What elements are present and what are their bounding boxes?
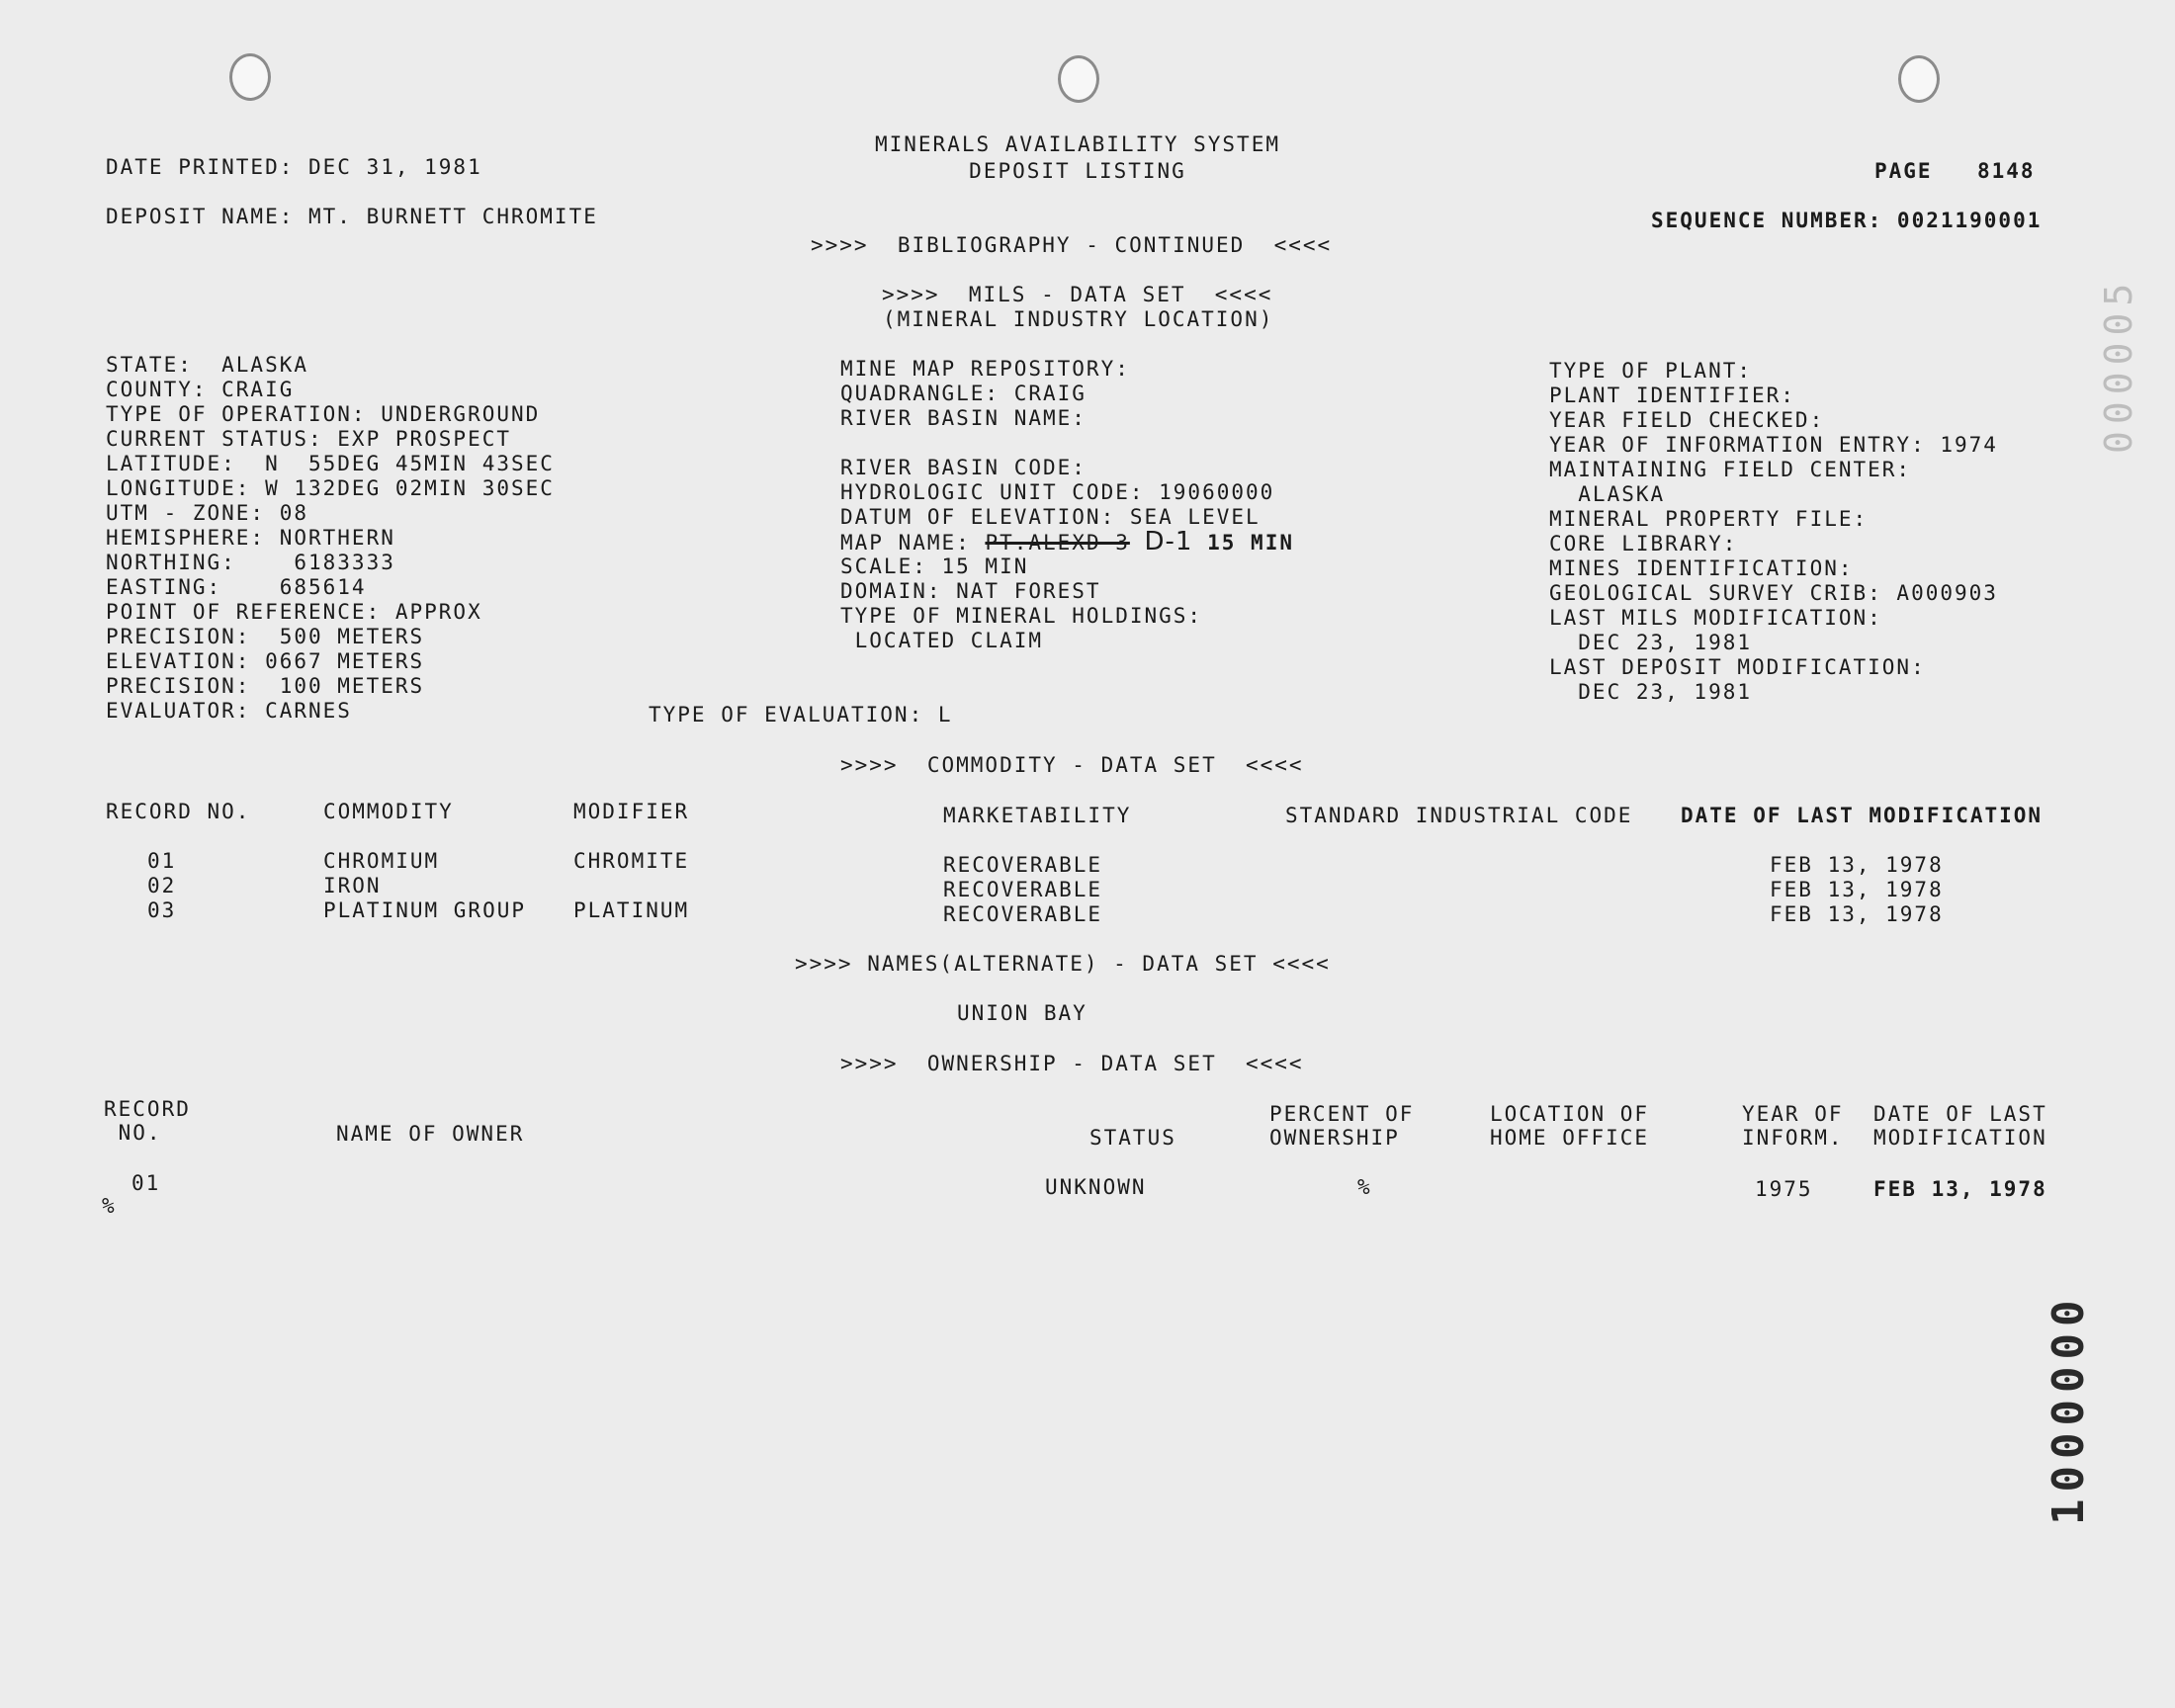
mils-right-line: MINES IDENTIFICATION:: [1549, 556, 1854, 580]
ownership-heading: >>>> OWNERSHIP - DATA SET <<<<: [840, 1052, 1304, 1075]
mils-left-line: POINT OF REFERENCE: APPROX: [106, 600, 482, 624]
mils-right-line: LAST MILS MODIFICATION:: [1549, 606, 1882, 630]
trailing-percent-mark: %: [102, 1194, 117, 1218]
ownership-year: 1975: [1755, 1177, 1813, 1201]
commodity-commodity: IRON: [323, 874, 382, 897]
commodity-modifier: CHROMITE: [573, 849, 690, 873]
mils-left-line: LONGITUDE: W 132DEG 02MIN 30SEC: [106, 476, 555, 500]
map-name-handwritten-correction: D-1: [1144, 527, 1193, 556]
mils-middle-line: DATUM OF ELEVATION: SEA LEVEL: [840, 505, 1261, 529]
bibliography-heading: >>>> BIBLIOGRAPHY - CONTINUED <<<<: [811, 233, 1333, 257]
mils-right-line: MAINTAINING FIELD CENTER:: [1549, 458, 1912, 481]
mils-location-fields: [106, 353, 555, 724]
ownership-col-status: STATUS: [1089, 1126, 1176, 1150]
map-name-scale: 15 MIN: [1192, 531, 1294, 555]
commodity-date: FEB 13, 1978: [1770, 902, 1944, 926]
ownership-col-location-2: HOME OFFICE: [1490, 1126, 1650, 1150]
commodity-marketability: RECOVERABLE: [943, 853, 1103, 877]
ownership-col-location: LOCATION OF: [1490, 1102, 1650, 1126]
punch-hole-right: [1898, 55, 1940, 103]
mils-map-fields: [840, 357, 1294, 653]
mils-right-line: TYPE OF PLANT:: [1549, 359, 1753, 383]
commodity-record: 01: [147, 849, 177, 873]
mils-middle-line: [840, 431, 1294, 456]
names-heading: >>>> NAMES(ALTERNATE) - DATA SET <<<<: [795, 952, 1331, 976]
commodity-col-marketability: MARKETABILITY: [943, 804, 1132, 827]
commodity-date: FEB 13, 1978: [1770, 878, 1944, 901]
mils-middle-line: LOCATED CLAIM: [840, 629, 1044, 652]
mils-left-line: LATITUDE: N 55DEG 45MIN 43SEC: [106, 452, 555, 475]
map-name-label: MAP NAME:: [840, 531, 986, 555]
mils-left-line: TYPE OF OPERATION: UNDERGROUND: [106, 402, 541, 426]
mils-right-line: GEOLOGICAL SURVEY CRIB: A000903: [1549, 581, 1998, 605]
punch-hole-left: [229, 53, 271, 101]
faint-frame-stamp: 000005: [2097, 276, 2140, 454]
mils-left-line: PRECISION: 500 METERS: [106, 625, 425, 648]
mils-subheading: (MINERAL INDUSTRY LOCATION): [883, 307, 1274, 331]
commodity-commodity: PLATINUM GROUP: [323, 898, 527, 922]
mils-admin-fields: [1549, 359, 1998, 705]
ownership-record: 01: [131, 1171, 161, 1195]
commodity-marketability: RECOVERABLE: [943, 878, 1103, 901]
commodity-col-record: RECORD NO.: [106, 800, 251, 823]
commodity-record: 02: [147, 874, 177, 897]
type-of-evaluation: TYPE OF EVALUATION: L: [649, 703, 953, 726]
commodity-col-commodity: COMMODITY: [323, 800, 454, 823]
mils-middle-line: SCALE: 15 MIN: [840, 555, 1029, 578]
mils-right-line: LAST DEPOSIT MODIFICATION:: [1549, 655, 1926, 679]
ownership-col-name: NAME OF OWNER: [336, 1122, 525, 1146]
commodity-col-sic: STANDARD INDUSTRIAL CODE: [1285, 804, 1633, 827]
mils-heading: >>>> MILS - DATA SET <<<<: [882, 283, 1273, 306]
mils-left-line: EVALUATOR: CARNES: [106, 699, 352, 723]
mils-left-line: UTM - ZONE: 08: [106, 501, 309, 525]
commodity-record: 03: [147, 898, 177, 922]
mils-right-line: MINERAL PROPERTY FILE:: [1549, 507, 1869, 531]
mils-middle-line: RIVER BASIN NAME:: [840, 406, 1087, 430]
mils-left-line: STATE: ALASKA: [106, 353, 309, 377]
mils-left-line: EASTING: 685614: [106, 575, 367, 599]
mils-left-line: NORTHING: 6183333: [106, 551, 395, 574]
commodity-commodity: CHROMIUM: [323, 849, 440, 873]
commodity-heading: >>>> COMMODITY - DATA SET <<<<: [840, 753, 1304, 777]
mils-left-line: ELEVATION: 0667 METERS: [106, 649, 425, 673]
date-printed: DATE PRINTED: DEC 31, 1981: [106, 155, 482, 179]
page-number: 8148: [1977, 159, 2036, 183]
ownership-col-date: DATE OF LAST: [1873, 1102, 2047, 1126]
commodity-modifier: PLATINUM: [573, 898, 690, 922]
ownership-percent: %: [1357, 1175, 1372, 1199]
mils-middle-line: TYPE OF MINERAL HOLDINGS:: [840, 604, 1203, 628]
ownership-status: UNKNOWN: [1045, 1175, 1147, 1199]
mils-middle-line: RIVER BASIN CODE:: [840, 456, 1087, 479]
deposit-name: DEPOSIT NAME: MT. BURNETT CHROMITE: [106, 205, 598, 228]
ownership-date: FEB 13, 1978: [1873, 1177, 2047, 1201]
map-name-field: [840, 527, 1294, 556]
commodity-col-date: DATE OF LAST MODIFICATION: [1681, 804, 2044, 827]
punch-hole-center: [1058, 55, 1099, 103]
mils-middle-line: QUADRANGLE: CRAIG: [840, 382, 1087, 405]
map-name-struck-value: PT.ALEXD-3: [985, 531, 1130, 555]
mils-middle-line: DOMAIN: NAT FOREST: [840, 579, 1101, 603]
mils-right-line: PLANT IDENTIFIER:: [1549, 384, 1795, 407]
alternate-name: UNION BAY: [957, 1001, 1088, 1025]
mils-middle-line: MINE MAP REPOSITORY:: [840, 357, 1130, 381]
ownership-col-date-2: MODIFICATION: [1873, 1126, 2047, 1150]
mils-left-line: CURRENT STATUS: EXP PROSPECT: [106, 427, 512, 451]
system-title: MINERALS AVAILABILITY SYSTEM: [874, 132, 1280, 156]
ownership-col-percent: PERCENT OF: [1269, 1102, 1415, 1126]
page-label: PAGE: [1874, 159, 1933, 183]
commodity-col-modifier: MODIFIER: [573, 800, 690, 823]
mils-right-line: DEC 23, 1981: [1549, 680, 1753, 704]
mils-right-line: YEAR OF INFORMATION ENTRY: 1974: [1549, 433, 1998, 457]
ownership-col-year: YEAR OF: [1742, 1102, 1844, 1126]
ownership-col-percent-2: OWNERSHIP: [1269, 1126, 1400, 1150]
mils-right-line: CORE LIBRARY:: [1549, 532, 1738, 555]
ownership-col-record-no: NO.: [104, 1121, 162, 1145]
sequence-number: SEQUENCE NUMBER: 0021190001: [1651, 209, 2043, 232]
mils-right-line: DEC 23, 1981: [1549, 631, 1753, 654]
commodity-marketability: RECOVERABLE: [943, 902, 1103, 926]
mils-middle-line: HYDROLOGIC UNIT CODE: 19060000: [840, 480, 1275, 504]
mils-left-line: HEMISPHERE: NORTHERN: [106, 526, 395, 550]
ownership-col-year-2: INFORM.: [1742, 1126, 1844, 1150]
listing-title: DEPOSIT LISTING: [969, 159, 1186, 183]
ownership-col-record: RECORD: [104, 1097, 191, 1121]
frame-number-stamp: 1000000: [2044, 1293, 2094, 1525]
mils-right-line: ALASKA: [1549, 482, 1666, 506]
mils-right-line: YEAR FIELD CHECKED:: [1549, 408, 1825, 432]
mils-left-line: COUNTY: CRAIG: [106, 378, 295, 401]
mils-left-line: PRECISION: 100 METERS: [106, 674, 425, 698]
commodity-date: FEB 13, 1978: [1770, 853, 1944, 877]
